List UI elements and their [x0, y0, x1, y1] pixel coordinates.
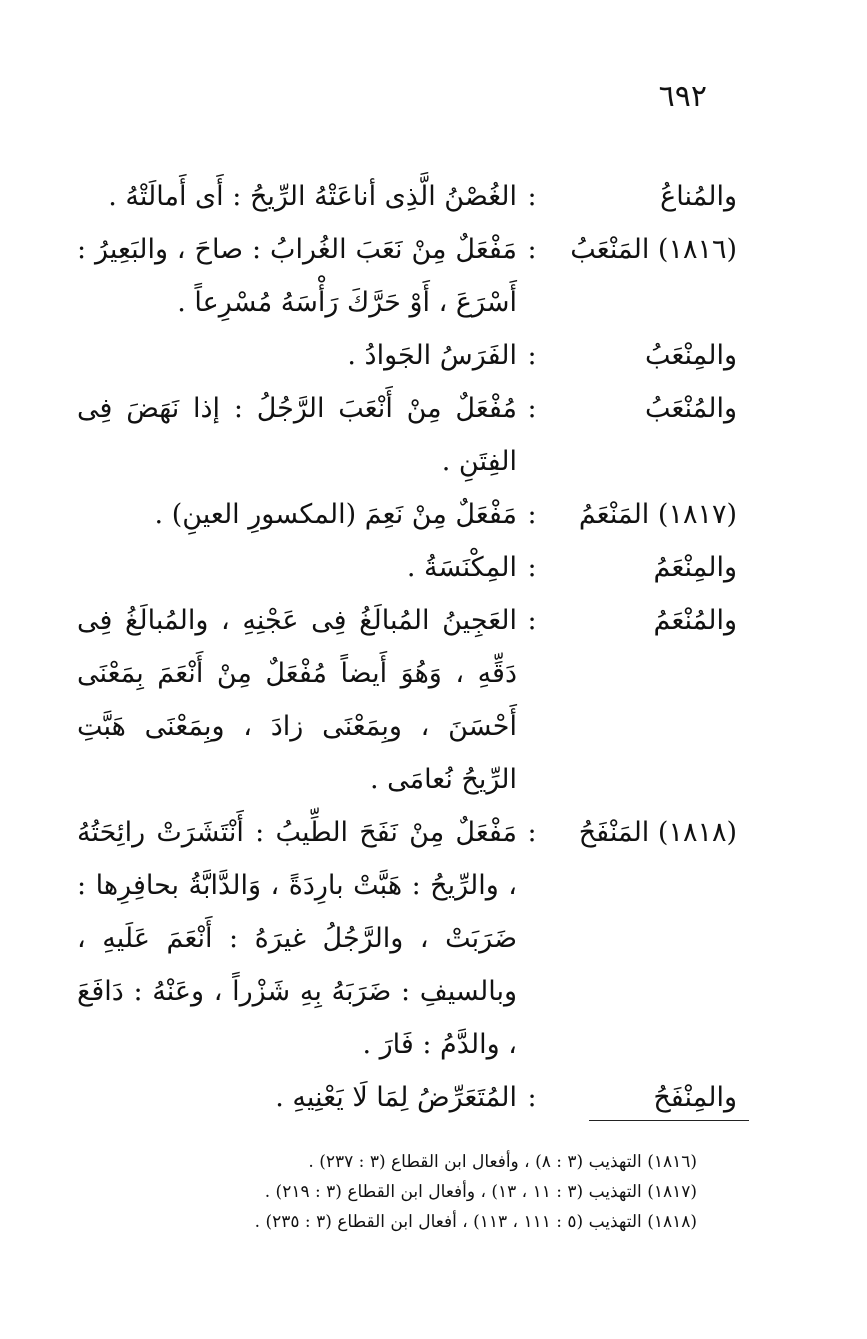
entry	[77, 1071, 737, 1124]
footnotes	[97, 1147, 697, 1237]
entry-definition: مَفْعَلٌ مِنْ نَعِمَ (المكسورِ العينِ) .	[154, 499, 517, 530]
footnote-divider	[589, 1120, 749, 1121]
entry	[77, 382, 737, 488]
entry-separator: :	[527, 817, 537, 848]
entry-separator: :	[527, 499, 537, 530]
entry-separator: :	[527, 234, 537, 265]
entry-headword: والمِنْعَبُ	[644, 340, 737, 371]
entry-separator: :	[527, 552, 537, 583]
entry-headword: (١٨١٧) المَنْعَمُ	[578, 499, 737, 530]
entry-separator: :	[527, 1082, 537, 1113]
entry-definition: مَفْعَلٌ مِنْ نَفَحَ الطِّيبُ : أَنْتَشَرَتْ رائِحَتُهُ ، والرِّيحُ : هَبَّتْ بارِدَةً ، وَالدَّابَّةُ بحافِرِها : ضَرَبَتْ ، والرَّجُلُ غيرَهُ : أَنْعَمَ عَلَيهِ ، وبالسيفِ : ضَرَبَهُ بِهِ شَزْراً ، وعَنْهُ : دَافَعَ ، والدَّمُ : فَارَ .	[77, 817, 517, 1060]
entry-headword: والمُنْعَبُ	[644, 393, 737, 424]
entry-separator: :	[527, 340, 537, 371]
entry-definition: مَفْعَلٌ مِنْ نَعَبَ الغُرابُ : صاحَ ، والبَعِيرُ : أَسْرَعَ ، أَوْ حَرَّكَ رَأْسَهُ مُسْرِعاً .	[77, 234, 517, 318]
entry	[77, 541, 737, 594]
entry-separator: :	[527, 181, 537, 212]
entry-headword: والمِنْعَمُ	[653, 552, 737, 583]
entry-definition: العَجِينُ المُبالَغُ فِى عَجْنِهِ ، والمُبالَغُ فِى دَقِّهِ ، وَهُوَ أَيضاً مُفْعَلٌ مِنْ أَنْعَمَ بِمَعْنَى أَحْسَنَ ، وبِمَعْنَى زادَ ، وبِمَعْنَى هَبَّتِ الرِّيحُ نُعامَى .	[77, 605, 517, 795]
entry	[77, 488, 737, 541]
entry-headword: والمُنْعَمُ	[653, 605, 737, 636]
entry-headword: والمُناعُ	[660, 181, 737, 212]
entry-definition: الفَرَسُ الجَوادُ .	[347, 340, 517, 371]
entry-definition: مُفْعَلٌ مِنْ أَنْعَبَ الرَّجُلُ : إذا نَهَضَ فِى الفِتَنِ .	[77, 393, 517, 477]
page-number: ٦٩٢	[658, 79, 707, 114]
entry-definition: المِكْنَسَةُ .	[406, 552, 517, 583]
entry	[77, 329, 737, 382]
entry	[77, 223, 737, 329]
entry-separator: :	[527, 393, 537, 424]
entry-headword: (١٨١٨) المَنْفَحُ	[578, 817, 737, 848]
entry-definition: الغُصْنُ الَّذِى أناعَتْهُ الرِّيحُ : أَى أَمالَتْهُ .	[108, 181, 517, 212]
footnote: (١٨١٧) التهذيب (٣ : ١١ ، ١٣) ، وأفعال ابن القطاع (٣ : ٢١٩) .	[264, 1182, 697, 1202]
entry-definition: المُتَعَرِّضُ لِمَا لَا يَعْنِيهِ .	[275, 1082, 517, 1113]
entry	[77, 594, 737, 806]
entry-headword: (١٨١٦) المَنْعَبُ	[570, 234, 737, 265]
entry-separator: :	[527, 605, 537, 636]
entry	[77, 170, 737, 223]
entry	[77, 806, 737, 1071]
footnote: (١٨١٨) التهذيب (٥ : ١١١ ، ١١٣) ، أفعال ابن القطاع (٣ : ٢٣٥) .	[254, 1212, 697, 1232]
entry-headword: والمِنْفَحُ	[653, 1082, 737, 1113]
dictionary-entries	[77, 170, 737, 1124]
footnote: (١٨١٦) التهذيب (٣ : ٨) ، وأفعال ابن القطاع (٣ : ٢٣٧) .	[308, 1152, 697, 1172]
